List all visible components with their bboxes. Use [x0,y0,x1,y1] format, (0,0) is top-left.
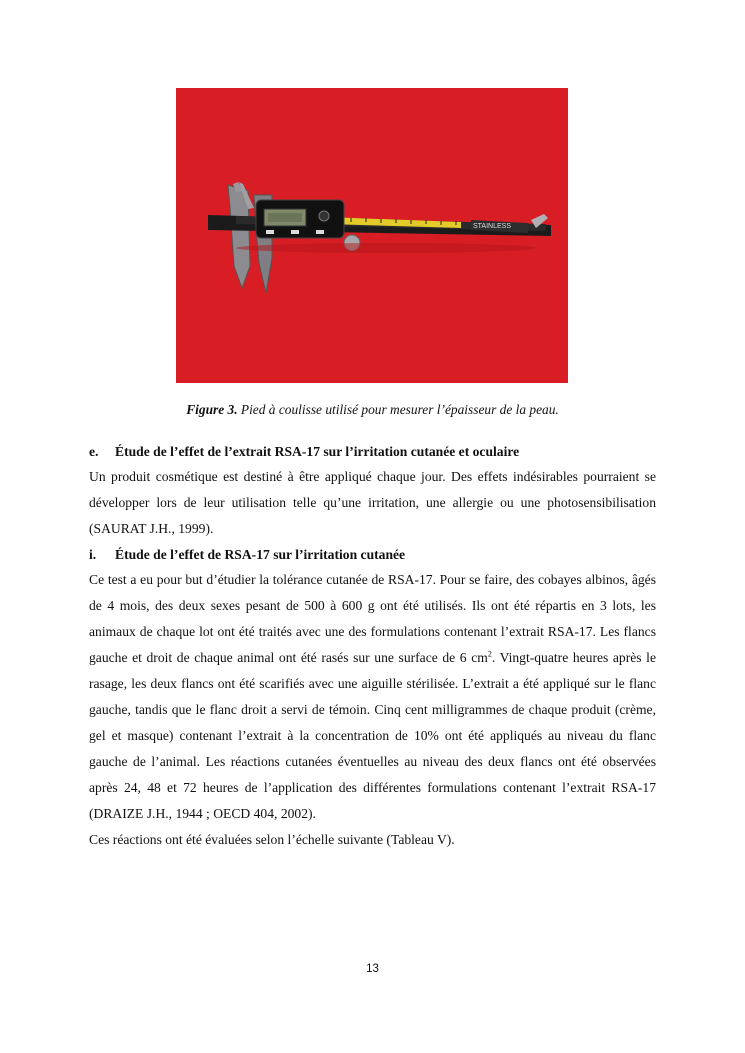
figure-label: Figure 3. [186,402,238,417]
section-i-text-2: Ces réactions ont été évaluées selon l’échelle suivante (Tableau V). [89,832,455,847]
superscript-2: 2 [487,649,492,659]
zero-button [316,230,324,234]
page-number: 13 [366,963,379,975]
section-i-text-part2: . Vingt-quatre heures après le rasage, les deux flancs ont été scarifiés avec une aiguille stérilisée. L’extrait a été appliqué sur le flanc gauche, tandis que le flanc droit a servi de témoin. Cinq cent milligrammes de chaque produit (crème, gel et masque) contenant l’extrait à la concentration de 10% ont été appliqués au niveau du flanc gauche de l’animal. Les réactions cutanées éventuelles au niveau des deux flancs ont été observées après 24, 48 et 72 heures de l’application des différentes formulations contenant l’extrait RSA-17 (DRAIZE J.H., 1944 ; OECD 404, 2002). [89,650,656,821]
section-i-text-part1: Ce test a eu pour but d’étudier la tolérance cutanée de RSA-17. Pour se faire, des cobayes albinos, âgés de 4 mois, des deux sexes pesant de 500 à 600 g ont été utilisés. Ils ont été répartis en 3 lots, les animaux de chaque lot ont été traités avec une des formulations contenant l’extrait RSA-17. Les flancs gauche et droit de chaque animal ont été rasés sur une surface de 6 cm [89,572,656,665]
section-i-number: i. [89,547,97,562]
caliper-illustration [176,88,568,383]
section-e-number: e. [89,444,99,459]
section-i-title: Étude de l’effet de RSA-17 sur l’irritation cutanée [115,547,406,562]
section-i-paragraph [89,567,656,853]
section-e-paragraph [89,464,656,542]
figure-caption [0,402,745,418]
on-button [291,230,299,234]
shadow [236,243,536,253]
caliper-photo [176,88,568,383]
off-button [266,230,274,234]
section-e-heading [89,444,519,460]
section-i-text [89,567,656,827]
lcd-digits [268,213,302,222]
stainless-label: STAINLESS [473,223,511,230]
knob [319,211,329,221]
section-e-text: Un produit cosmétique est destiné à être appliqué chaque jour. Des effets indésirables pourraient se développer lors de leur utilisation telle qu’une irritation, une allergie ou une photosensibilisation (SAURAT J.H., 1999). [89,469,656,536]
section-e-title: Étude de l’effet de l’extrait RSA-17 sur l’irritation cutanée et oculaire [115,444,520,459]
section-i-heading [89,547,405,563]
figure-caption-text: Pied à coulisse utilisé pour mesurer l’épaisseur de la peau. [237,402,559,417]
